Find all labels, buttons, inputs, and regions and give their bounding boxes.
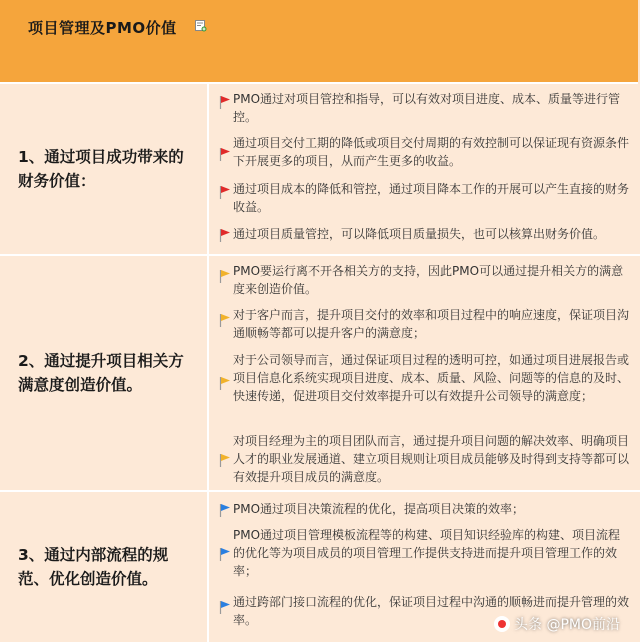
blue-flag-icon — [219, 503, 231, 517]
red-flag-icon — [219, 185, 231, 199]
section-label-cell — [0, 492, 209, 642]
yellow-flag-icon — [219, 269, 231, 283]
section-items-cell — [209, 256, 640, 490]
list-item: 通过项目质量管控，可以降低项目质量损失，也可以核算出财务价值。 — [219, 225, 632, 243]
yellow-flag-icon — [219, 453, 231, 467]
list-item: PMO通过对项目管控和指导，可以有效对项目进度、成本、质量等进行管控。 — [219, 90, 632, 126]
section-label-cell — [0, 256, 209, 490]
red-flag-icon — [219, 228, 231, 242]
blue-flag-icon — [219, 600, 231, 614]
list-item: 通过项目成本的降低和管控，通过项目降本工作的开展可以产生直接的财务收益。 — [219, 180, 632, 216]
watermark-text: 头条 @PMO前沿 — [514, 617, 620, 633]
section-row — [0, 256, 640, 490]
list-item: 通过项目交付工期的降低或项目交付周期的有效控制可以保证现有资源条件下开展更多的项目，从而产生更多的收益。 — [219, 134, 632, 170]
section-row — [0, 84, 640, 254]
blue-flag-icon — [219, 547, 231, 561]
yellow-flag-icon — [219, 376, 231, 390]
add-note-icon[interactable] — [195, 20, 207, 32]
section-label-cell — [0, 84, 209, 254]
list-item: 通过跨部门接口流程的优化，保证项目过程中沟通的顺畅进而提升管理的效率。 — [219, 593, 632, 629]
section-label: 1、通过项目成功带来的财务价值： — [18, 148, 184, 190]
list-item: PMO通过项目管理模板流程等的构建、项目知识经验库的构建、项目流程的优化等为项目成员的项目管理工作提供支持进而提升项目管理工作的效率； — [219, 526, 632, 580]
list-item: PMO通过项目决策流程的优化，提高项目决策的效率； — [219, 500, 632, 518]
list-item: 对于公司领导而言，通过保证项目过程的透明可控，如通过项目进展报告或项目信息化系统实现项目进度、成本、质量、风险、问题等的信息的及时、快速传递，促进项目交付效率提升可以有效提升公司领导的满意度； — [219, 351, 632, 405]
table-header — [0, 0, 638, 84]
list-item: 对项目经理为主的项目团队而言，通过提升项目问题的解决效率、明确项目人才的职业发展通道、建立项目规则让项目成员能够及时得到支持等都可以有效提升项目成员的满意度。 — [219, 432, 632, 486]
watermark — [494, 614, 620, 634]
list-item: 对于客户而言，提升项目交付的效率和项目过程中的响应速度，保证项目沟通顺畅等都可以提升客户的满意度； — [219, 306, 632, 342]
red-flag-icon — [219, 147, 231, 161]
section-label: 2、通过提升项目相关方满意度创造价值。 — [18, 352, 184, 394]
section-items-cell — [209, 84, 640, 254]
red-flag-icon — [219, 95, 231, 109]
page-title: 项目管理及PMO价值 — [28, 19, 177, 37]
toutiao-logo-icon — [494, 616, 510, 632]
list-item: PMO要运行离不开各相关方的支持，因此PMO可以通过提升相关方的满意度来创造价值。 — [219, 262, 632, 298]
yellow-flag-icon — [219, 313, 231, 327]
section-label: 3、通过内部流程的规范、优化创造价值。 — [18, 546, 169, 588]
